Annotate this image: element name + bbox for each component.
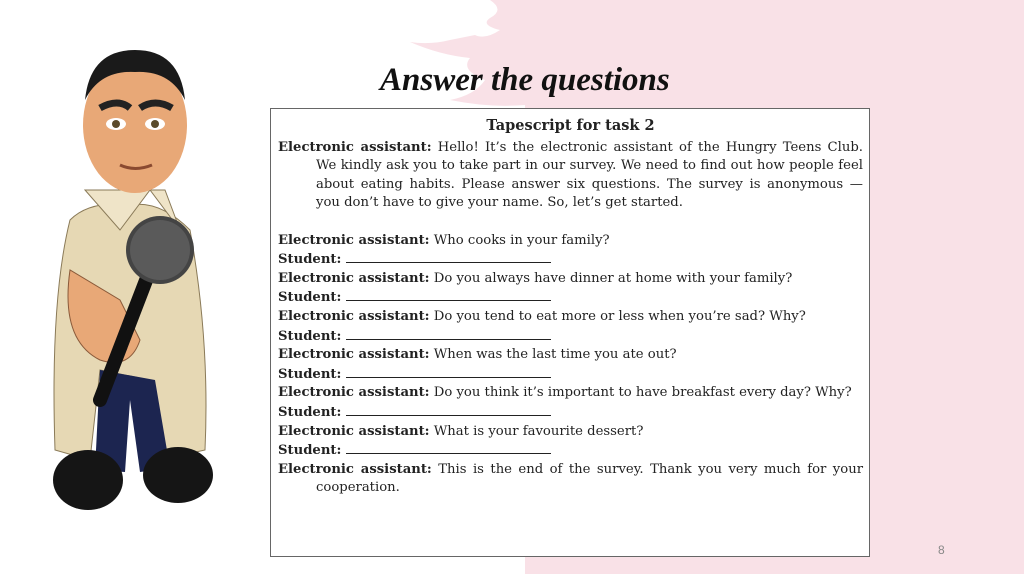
answer-blank bbox=[346, 403, 551, 416]
question-line bbox=[278, 384, 863, 403]
answer-blank bbox=[346, 250, 551, 263]
student-answer-line bbox=[278, 365, 863, 385]
question-line bbox=[278, 308, 863, 327]
question-text: When was the last time you ate out? bbox=[433, 347, 677, 363]
closing-line bbox=[278, 461, 863, 498]
student-answer-line bbox=[278, 441, 863, 461]
tapescript-heading: Tapescript for task 2 bbox=[486, 117, 655, 134]
intro-text: Hello! It’s the electronic assistant of the Hungry Teens Club. We kindly ask you to take part in our survey. We need to find out how people feel about eating habits. Please answer six questions. The survey is anonymous — you don’t have to give your name. So, let’s get started. bbox=[316, 139, 863, 211]
question-text: What is your favourite dessert? bbox=[433, 423, 644, 439]
student-label: Student: bbox=[278, 252, 342, 268]
answer-blank bbox=[346, 288, 551, 301]
question-text: Who cooks in your family? bbox=[433, 232, 610, 248]
speaker-label: Electronic assistant: bbox=[278, 139, 432, 155]
student-label: Student: bbox=[278, 290, 342, 306]
student-answer-line bbox=[278, 250, 863, 270]
student-answer-line bbox=[278, 288, 863, 308]
speaker-label: Electronic assistant: bbox=[278, 308, 430, 324]
question-line bbox=[278, 423, 863, 442]
answer-blank bbox=[346, 327, 551, 340]
speaker-label: Electronic assistant: bbox=[278, 232, 430, 248]
speaker-label: Electronic assistant: bbox=[278, 347, 430, 363]
answer-blank bbox=[346, 365, 551, 378]
student-answer-line bbox=[278, 327, 863, 347]
tapescript-box bbox=[270, 108, 870, 557]
question-text: Do you always have dinner at home with your family? bbox=[433, 270, 793, 286]
page-number: 8 bbox=[938, 543, 945, 557]
intro-line bbox=[278, 139, 863, 213]
student-label: Student: bbox=[278, 443, 342, 459]
reporter-cartoon-illustration bbox=[30, 40, 230, 530]
question-line bbox=[278, 232, 863, 251]
question-line bbox=[278, 270, 863, 289]
closing-text: This is the end of the survey. Thank you very much for your cooperation. bbox=[316, 461, 863, 496]
student-answer-line bbox=[278, 403, 863, 423]
student-label: Student: bbox=[278, 404, 342, 420]
speaker-label: Electronic assistant: bbox=[278, 423, 430, 439]
speaker-label: Electronic assistant: bbox=[278, 385, 430, 401]
answer-blank bbox=[346, 441, 551, 454]
student-label: Student: bbox=[278, 328, 342, 344]
slide-title: Answer the questions bbox=[380, 62, 670, 98]
question-text: Do you tend to eat more or less when you’re sad? Why? bbox=[433, 308, 806, 324]
speaker-label: Electronic assistant: bbox=[278, 270, 430, 286]
student-label: Student: bbox=[278, 366, 342, 382]
question-text: Do you think it’s important to have breakfast every day? Why? bbox=[433, 385, 852, 401]
speaker-label: Electronic assistant: bbox=[278, 461, 432, 477]
question-line bbox=[278, 346, 863, 365]
